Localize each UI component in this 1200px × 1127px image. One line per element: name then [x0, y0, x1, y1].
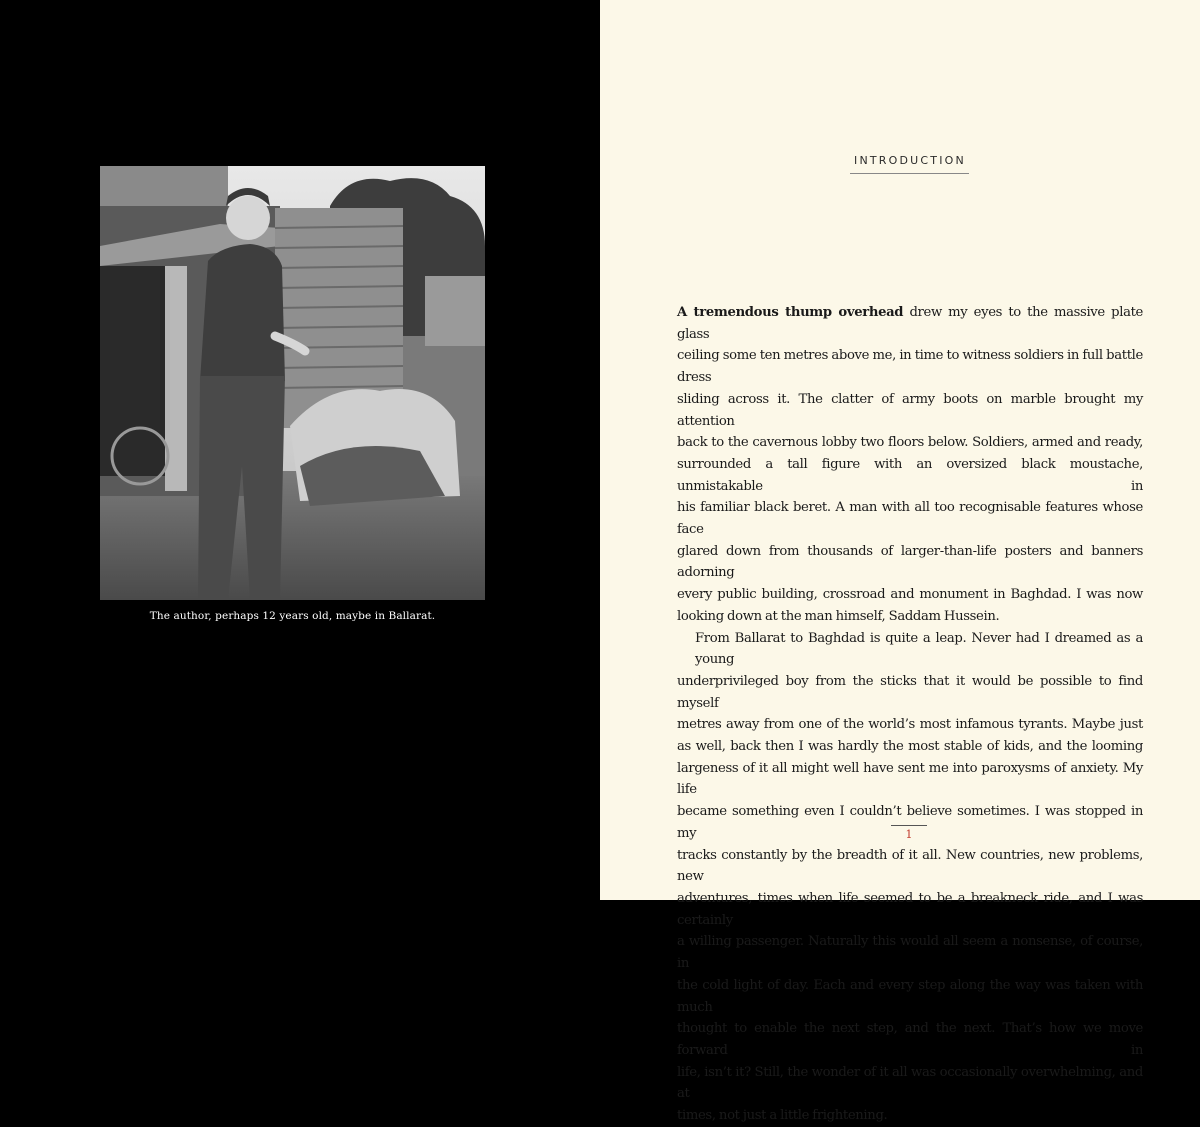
text-line: life, isn’t it? Still, the wonder of it all was occasionally overwhelming, and at — [677, 1064, 1143, 1102]
text-line: back to the cavernous lobby two floors below. Soldiers, armed and ready, — [677, 435, 1143, 451]
body-text — [677, 302, 1143, 1127]
text-line: sliding across it. The clatter of army boots on marble brought my attention — [677, 391, 1143, 429]
lead-in-phrase: A tremendous thump overhead — [677, 305, 904, 320]
text-line: looking down at the man himself, Saddam Hussein. — [677, 608, 1000, 624]
text-line: glared down from thousands of larger-than-life posters and banners adorning — [677, 543, 1143, 581]
right-page — [600, 0, 1200, 1124]
text-line: as well, back then I was hardly the most stable of kids, and the looming — [677, 739, 1143, 755]
text-line: every public building, crossroad and monument in Baghdad. I was now — [677, 587, 1143, 603]
text-line: the cold light of day. Each and every step along the way was taken with much — [677, 977, 1143, 1015]
text-line: From Ballarat to Baghdad is quite a leap. Never had I dreamed as a young — [695, 630, 1143, 668]
text-line: became something even I couldn’t believe sometimes. I was stopped in my — [677, 804, 1143, 841]
text-line-rest: drew my eyes to the massive plate glass — [677, 305, 1143, 342]
page-number-rule — [891, 825, 927, 826]
chapter-title-rule — [850, 173, 969, 174]
page-number: 1 — [905, 828, 913, 841]
text-line: times, not just a little frightening. — [677, 1108, 888, 1124]
left-page — [0, 0, 600, 900]
photo-caption: The author, perhaps 12 years old, maybe in Ballarat. — [149, 610, 436, 622]
author-childhood-photo — [100, 166, 485, 600]
chapter-title: INTRODUCTION — [854, 154, 966, 167]
text-line: his familiar black beret. A man with all too recognisable features whose face — [677, 500, 1143, 538]
text-line: underprivileged boy from the sticks that it would be possible to find myself — [677, 673, 1143, 711]
text-line: a willing passenger. Naturally this would all seem a nonsense, of course, in — [677, 934, 1143, 972]
photo-illustration — [100, 166, 485, 600]
text-line: surrounded a tall figure with an oversized black moustache, unmistakable in — [677, 456, 1143, 494]
text-line: adventures, times when life seemed to be a breakneck ride, and I was certainly — [677, 890, 1143, 928]
text-line — [677, 302, 1143, 345]
text-line: tracks constantly by the breadth of it all. New countries, new problems, new — [677, 847, 1143, 885]
text-line: ceiling some ten metres above me, in time to witness soldiers in full battle dress — [677, 348, 1143, 386]
text-line: thought to enable the next step, and the next. That’s how we move forward in — [677, 1021, 1143, 1058]
text-line: largeness of it all might well have sent me into paroxysms of anxiety. My life — [677, 760, 1143, 798]
text-line: metres away from one of the world’s most infamous tyrants. Maybe just — [677, 717, 1143, 733]
